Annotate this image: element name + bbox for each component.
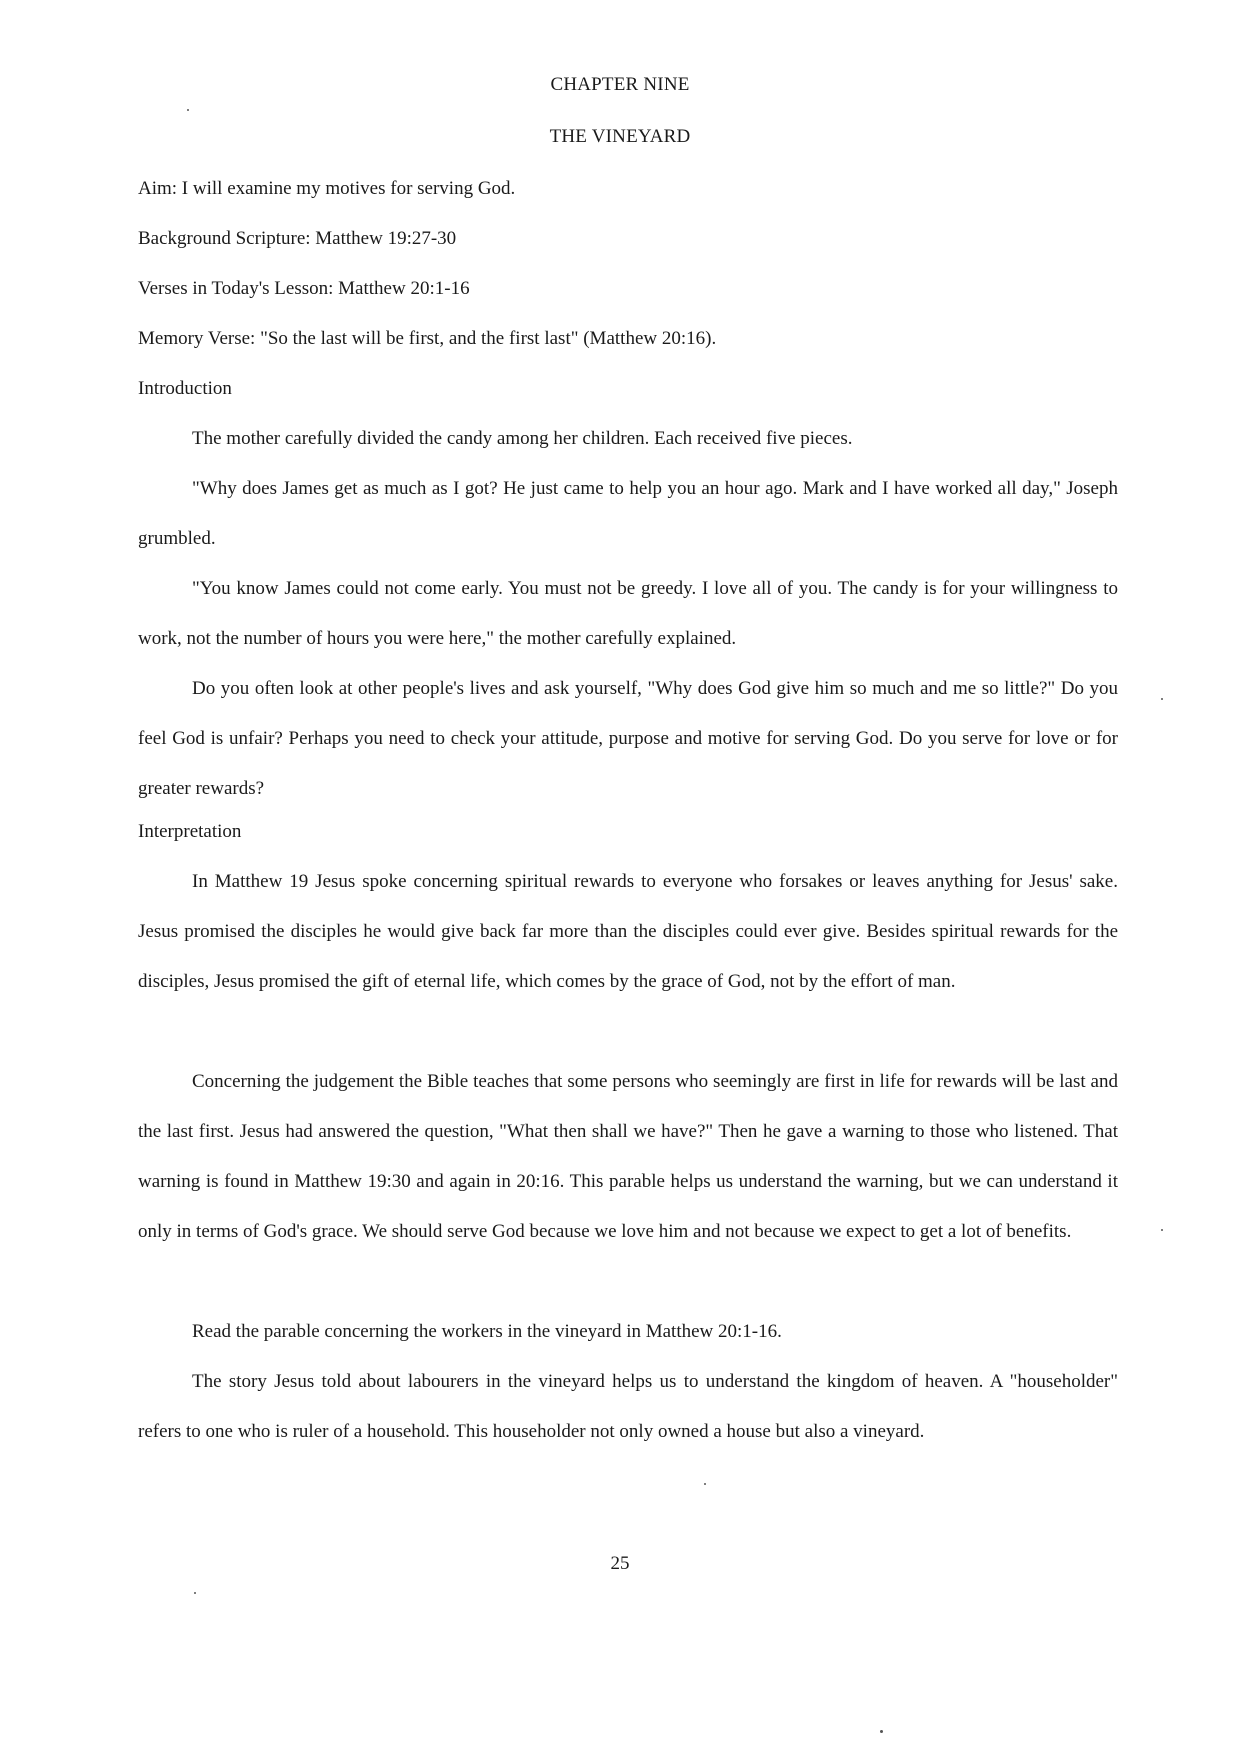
chapter-title: CHAPTER NINE xyxy=(550,74,690,95)
interpretation-heading: Interpretation xyxy=(138,821,242,842)
scan-speck xyxy=(187,109,189,111)
background-scripture-line: Background Scripture: Matthew 19:27-30 xyxy=(138,228,457,249)
introduction-heading: Introduction xyxy=(138,378,232,399)
scan-speck xyxy=(880,1730,883,1733)
page-number: 25 xyxy=(610,1553,630,1574)
introduction-paragraph: "You know James could not come early. You must not be greedy. I love all of you. The candy is for your willingness to work, not the number of hours you were here," the mother carefully explained. xyxy=(138,578,1118,649)
interpretation-paragraph: Read the parable concerning the workers in the vineyard in Matthew 20:1-16. xyxy=(192,1321,782,1342)
introduction-paragraph: The mother carefully divided the candy among her children. Each received five pieces. xyxy=(192,428,853,449)
introduction-paragraph: Do you often look at other people's lives and ask yourself, "Why does God give him so much and me so little?" Do you feel God is unfair? Perhaps you need to check your attitude, purpose and motive for serving God. Do you serve for love or for greater rewards? xyxy=(138,678,1118,799)
interpretation-paragraph: In Matthew 19 Jesus spoke concerning spiritual rewards to everyone who forsakes or leaves anything for Jesus' sake. Jesus promised the disciples he would give back far more than the disciples could ever give. Besides spiritual rewards for the disciples, Jesus promised the gift of eternal life, which comes by the grace of God, not by the effort of man. xyxy=(138,871,1118,992)
interpretation-paragraph: Concerning the judgement the Bible teaches that some persons who seemingly are first in life for rewards will be last and the last first. Jesus had answered the question, "What then shall we have?" Then he gave a warning to those who listened. That warning is found in Matthew 19:30 and again in 20:16. This parable helps us understand the warning, but we can understand it only in terms of God's grace. We should serve God because we love him and not because we expect to get a lot of benefits. xyxy=(138,1071,1118,1242)
scan-speck xyxy=(1161,1229,1163,1231)
scan-speck xyxy=(194,1592,196,1594)
memory-verse-line: Memory Verse: "So the last will be first, and the first last" (Matthew 20:16). xyxy=(138,328,717,349)
aim-line: Aim: I will examine my motives for serving God. xyxy=(138,178,516,199)
verses-line: Verses in Today's Lesson: Matthew 20:1-16 xyxy=(138,278,470,299)
interpretation-paragraph: The story Jesus told about labourers in the vineyard helps us to understand the kingdom of heaven. A "householder" refers to one who is ruler of a household. This householder not only owned a house but also a vineyard. xyxy=(138,1371,1118,1442)
scan-speck xyxy=(1161,698,1163,700)
scan-speck xyxy=(704,1483,706,1485)
introduction-paragraph: "Why does James get as much as I got? He just came to help you an hour ago. Mark and I have worked all day," Joseph grumbled. xyxy=(138,478,1118,549)
lesson-title: THE VINEYARD xyxy=(549,126,691,147)
